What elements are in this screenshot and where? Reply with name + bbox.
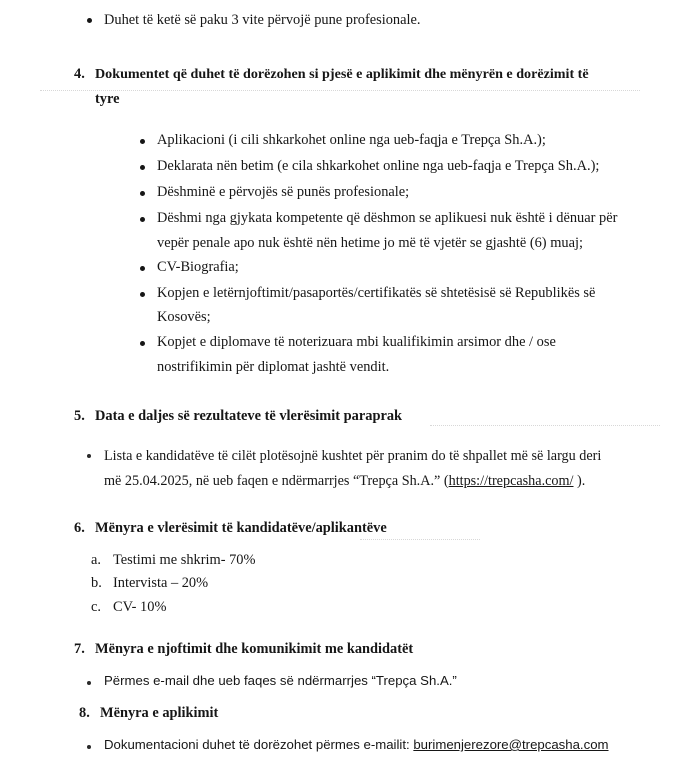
results-text: Lista e kandidatëve të cilët plotësojnë kushtet për pranim do të shpallet më së largu deri [104,448,602,464]
section-6-number: 6. [74,520,85,536]
document-item: Kopjet e diplomave të noterizuara mbi kualifikimin arsimor dhe / ose [157,334,556,350]
evaluation-item: Testimi me shkrim- 70% [113,552,256,568]
section-7-number: 7. [74,641,85,657]
bullet-icon [140,191,145,196]
bullet-icon [87,18,92,23]
scan-artifact [40,90,640,91]
document-item-cont: vepër penale apo nuk është nën hetime jo më të vjetër se gjashtë (6) muaj; [157,235,583,251]
evaluation-marker: c. [91,599,101,615]
requirement-item: Duhet të ketë së paku 3 vite përvojë pune profesionale. [104,12,421,28]
evaluation-marker: a. [91,552,101,568]
notification-text: Përmes e-mail dhe ueb faqes së ndërmarrjes “Trepça Sh.A.” [104,673,457,688]
section-8-title: Mënyra e aplikimit [100,705,219,721]
section-8-number: 8. [79,705,90,721]
bullet-icon [140,341,145,346]
bullet-icon [140,217,145,222]
bullet-icon [140,292,145,297]
evaluation-item: CV- 10% [113,599,167,615]
hr-email-link[interactable]: burimenjerezore@trepcasha.com [413,737,609,752]
evaluation-marker: b. [91,575,102,591]
section-5-number: 5. [74,408,85,424]
bullet-icon [140,266,145,271]
trepca-website-link[interactable]: https://trepcasha.com/ [448,473,574,489]
document-item: Kopjen e letërnjoftimit/pasaportës/certifikatës së shtetësisë së Republikës së [157,285,596,301]
section-4-title-cont: tyre [95,91,120,107]
document-item: Deklarata nën betim (e cila shkarkohet online nga ueb-faqja e Trepça Sh.A.); [157,158,600,174]
results-text-post: ). [573,473,586,489]
section-5-title: Data e daljes së rezultateve të vlerësimit paraprak [95,408,403,424]
bullet-icon [140,139,145,144]
document-item: Aplikacioni (i cili shkarkohet online nga ueb-faqja e Trepça Sh.A.); [157,132,546,148]
application-text-pre: Dokumentacioni duhet të dorëzohet përmes e-mailit: [104,737,414,752]
document-item-cont: nostrifikimin për diplomat jashtë vendit. [157,359,390,375]
section-7-title: Mënyra e njoftimit dhe komunikimit me kandidatët [95,641,414,657]
results-text-pre: më 25.04.2025, në ueb faqen e ndërmarrjes “Trepça Sh.A.” ( [104,473,449,489]
document-item: CV-Biografia; [157,259,239,275]
results-text-cont [104,473,585,490]
section-4-number: 4. [74,66,85,82]
bullet-icon [87,681,91,685]
document-item: Dëshmi nga gjykata kompetente që dëshmon se aplikuesi nuk është i dënuar për [157,210,618,226]
application-text [104,737,609,753]
section-6-title: Mënyra e vlerësimit të kandidatëve/aplikantëve [95,520,387,536]
document-item-cont: Kosovës; [157,309,211,325]
bullet-icon [87,454,91,458]
scan-artifact [430,425,660,426]
bullet-icon [140,165,145,170]
section-4-title: Dokumentet që duhet të dorëzohen si pjesë e aplikimit dhe mënyrën e dorëzimit të [95,66,589,82]
bullet-icon [87,745,91,749]
evaluation-item: Intervista – 20% [113,575,209,591]
document-item: Dëshminë e përvojës së punës profesionale; [157,184,410,200]
scan-artifact [360,539,480,540]
